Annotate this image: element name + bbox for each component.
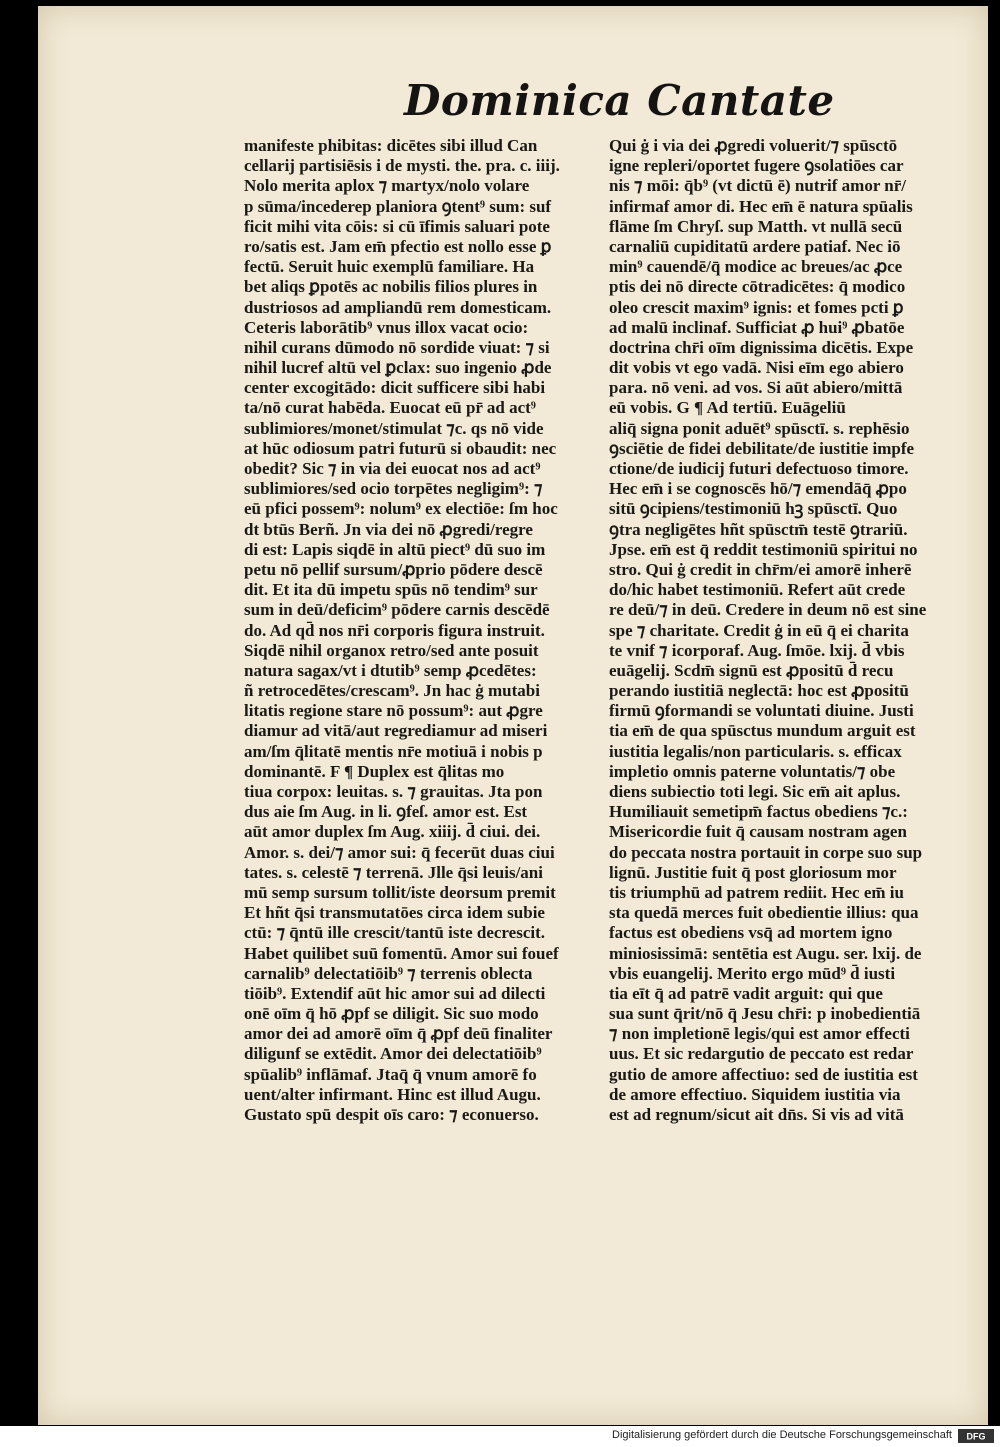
- text-line: Ceteris laborātib⁹ vnus illox vacat ocio:: [244, 317, 529, 337]
- text-line: impletio omnis paterne voluntatis/⁊ obe: [609, 761, 896, 781]
- text-line: dus aie ſm Aug. in li. ꝯfeſ. amor est. Est: [244, 802, 528, 822]
- text-line: miniosissimā: sentētia est Augu. ser. lxij. de: [609, 943, 922, 963]
- text-line: firmū ꝯformandi se voluntati diuine. Justi: [609, 701, 914, 721]
- text-line: lignū. Justitie fuit q̄ post gloriosum mor: [609, 862, 897, 882]
- text-line: est ad regnum/sicut ait dn̄s. Si vis ad vitā: [609, 1105, 904, 1124]
- text-line: oleo crescit maxim⁹ ignis: et fomes pcti ꝑ: [609, 297, 904, 317]
- text-line: nihil lucref altū vel ꝑclax: suo ingenio ꝓde: [244, 358, 552, 378]
- text-line: perando iustitiā neglectā: hoc est ꝓpositū: [609, 681, 909, 701]
- scanned-page: [38, 6, 988, 1425]
- text-line: at hūc odiosum patri futurū si obaudit: nec: [244, 438, 557, 458]
- text-line: ctū: ⁊ q̄ntū ille crescit/tantū iste decrescit.: [244, 923, 546, 943]
- text-line: para. nō veni. ad vos. Si aūt abiero/mittā: [609, 378, 903, 398]
- text-line: do peccata nostra portauit in corpe suo sup: [609, 842, 923, 862]
- text-line: obedit? Sic ⁊ in via dei euocat nos ad act⁹: [244, 459, 541, 478]
- text-line: dominantē. F ¶ Duplex est q̄litas mo: [244, 761, 505, 781]
- text-line: dustriosos ad ampliandū rem domesticam.: [244, 297, 552, 317]
- text-line: tia eīt q̄ ad patrē vadit arguit: qui que: [609, 983, 883, 1003]
- text-line: gutio de amore affectiuo: sed de iustitia est: [609, 1064, 918, 1084]
- text-line: natura sagax/vt i dtutib⁹ semp ꝓcedētes:: [244, 660, 537, 680]
- text-line: aūt amor duplex ſm Aug. xiiij. d̄ ciui. dei.: [244, 822, 541, 842]
- text-line: di est: Lapis siqdē in altū piect⁹ dū suo im: [244, 539, 546, 559]
- text-line: sublimiores/monet/stimulat ⁊c. qs nō vide: [244, 418, 544, 438]
- text-line: ta/nō curat habēda. Euocat eū pr̄ ad act⁹: [244, 398, 536, 418]
- text-line: ñ retrocedētes/crescam⁹. Jn hac ġ mutabi: [244, 681, 540, 701]
- text-line: cellarij partisiēsis i de mysti. the. pra. c. iiij.: [244, 156, 560, 176]
- text-line: te vnif ⁊ icorporaf. Aug. ſmōe. lxij. d̄ vbis: [609, 640, 905, 660]
- text-line: Habet quilibet suū fomentū. Amor sui fouef: [244, 943, 559, 963]
- text-line: ctione/de iudicij futuri defectuoso timore.: [609, 459, 909, 478]
- text-line: p sūma/incederep planiora ꝯtent⁹ sum: suf: [244, 196, 552, 216]
- text-line: sum in deū/deficim⁹ pōdere carnis descēdē: [244, 600, 550, 620]
- digitization-footer: [0, 1426, 1000, 1447]
- text-line: ⁊ non impletionē legis/qui est amor effecti: [609, 1024, 910, 1044]
- text-line: Humiliauit semetipm̄ factus obediens ⁊c.:: [609, 802, 908, 822]
- text-line: iustitia legalis/non particularis. s. efficax: [609, 741, 902, 761]
- text-line: tis triumphū ad patrem rediit. Hec em̄ iu: [609, 882, 904, 902]
- text-line: nis ⁊ mōi: q̄b⁹ (vt dictū ē) nutrif amor nr̄/: [609, 176, 907, 196]
- text-line: dit vobis vt ego vadā. Nisi eīm ego abiero: [609, 358, 904, 378]
- text-line: uent/alter infirmant. Hinc est illud Augu.: [244, 1084, 541, 1104]
- svg-text:DFG: DFG: [966, 1431, 986, 1441]
- text-line: sta quedā merces fuit obedientie illius: qua: [609, 903, 919, 923]
- funding-credit: Digitalisierung gefördert durch die Deutsche Forschungsgemeinschaft: [612, 1429, 952, 1441]
- text-line: tiōib⁹. Extendif aūt hic amor sui ad dilecti: [244, 983, 546, 1003]
- text-line: spe ⁊ charitate. Credit ġ in eū q̄ ei charita: [609, 620, 909, 640]
- text-column-left: [244, 136, 600, 1125]
- text-line: Amor. s. dei/⁊ amor sui: q̄ fecerūt duas ciui: [244, 842, 555, 862]
- text-line: doctrina chr̄i oīm dignissima dicētis. Expe: [609, 337, 914, 357]
- text-line: ptis dei nō directe cōtradicētes: q̄ modico: [609, 277, 906, 297]
- text-line: center excogitādo: dicit sufficere sibi habi: [244, 378, 546, 398]
- text-line: tiua corpox: leuitas. s. ⁊ grauitas. Jta pon: [244, 782, 543, 801]
- running-head: Dominica Cantate: [404, 76, 835, 125]
- text-line: manifeste phibitas: dicētes sibi illud Can: [244, 136, 538, 155]
- text-line: ꝯtra negligētes hñt spūsctm̄ testē ꝯtrariū.: [609, 519, 908, 539]
- text-line: diligunf se extēdit. Amor dei delectatiōib⁹: [244, 1044, 542, 1064]
- text-line: min⁹ cauendē/q̄ modice ac breues/ac ꝓce: [609, 257, 903, 277]
- text-line: Jpse. em̄ est q̄ reddit testimoniū spiritui no: [609, 539, 918, 559]
- text-line: igne repleri/oportet fugere ꝯsolatiōes car: [609, 156, 904, 176]
- text-line: eū pfici possem⁹: nolum⁹ ex electiōe: ſm hoc: [244, 499, 558, 519]
- text-line: ficit mihi vita cōis: si cū īfimis saluari pote: [244, 216, 550, 236]
- text-line: diens subiectio toti legi. Sic em̄ ait aplus.: [609, 782, 901, 801]
- text-line: amor dei ad amorē oīm q̄ ꝓpf deū finaliter: [244, 1024, 553, 1044]
- text-line: ad malū inclinaf. Sufficiat ꝓ hui⁹ ꝓbatōe: [609, 317, 905, 337]
- text-line: stro. Qui ġ credit in chr̄m/ei amorē inherē: [609, 559, 912, 579]
- text-line: sitū ꝯcipiens/testimoniū hꝫ spūsctī. Quo: [609, 499, 898, 519]
- text-line: am/ſm q̄litatē mentis nr̄e motiuā i nobis p: [244, 741, 543, 761]
- text-line: nihil curans dūmodo nō sordide viuat: ⁊ si: [244, 337, 550, 357]
- text-line: dit. Et ita dū impetu spūs nō tendim⁹ sur: [244, 580, 538, 600]
- text-line: dt btūs Berñ. Jn via dei nō ꝓgredi/regre: [244, 519, 533, 539]
- text-line: bet aliqs ꝑpotēs ac nobilis filios plures in: [244, 277, 538, 297]
- text-line: Qui ġ i via dei ꝓgredi voluerit/⁊ spūsctō: [609, 136, 898, 155]
- text-line: uus. Et sic redargutio de peccato est redar: [609, 1044, 914, 1064]
- text-line: factus est obediens vsq̄ ad mortem igno: [609, 923, 893, 943]
- text-line: mū semp sursum tollit/iste deorsum premit: [244, 882, 556, 902]
- text-line: flāme ſm Chryſ. sup Matth. vt nullā secū: [609, 216, 903, 236]
- text-line: carnaliū cupiditatū ardere patiaf. Nec iō: [609, 236, 901, 256]
- text-line: Gustato spū despit oīs caro: ⁊ econuerso.: [244, 1105, 539, 1124]
- text-line: euāgelij. Scdm̄ signū est ꝓpositū d̄ recu: [609, 660, 894, 680]
- text-column-right: [609, 136, 971, 1125]
- text-line: Et hñt q̄si transmutatōes circa idem subie: [244, 903, 545, 923]
- text-line: sublimiores/sed ocio torpētes negligim⁹: ⁊: [244, 479, 543, 499]
- text-line: do. Ad qd̄ nos nr̄i corporis figura instruit.: [244, 620, 545, 640]
- text-line: sua sunt q̄rit/nō q̄ Jesu chr̄i: p inobedientiā: [609, 1004, 921, 1024]
- text-line: aliq̄ signa ponit aduēt⁹ spūsctī. s. rephēsio: [609, 418, 910, 438]
- text-line: Hec em̄ i se cognoscēs hō/⁊ emendāq̄ ꝓpo: [609, 479, 907, 499]
- text-line: onē oīm q̄ hō ꝓpf se diligit. Sic suo modo: [244, 1004, 539, 1024]
- text-line: Nolo merita aplox ⁊ martyx/nolo volare: [244, 176, 530, 196]
- text-line: tates. s. celestē ⁊ terrenā. Jlle q̄si leuis/ani: [244, 862, 543, 882]
- text-line: diamur ad vitā/aut regrediamur ad miseri: [244, 721, 548, 741]
- text-line: Siqdē nihil organox retro/sed ante posuit: [244, 640, 539, 660]
- text-line: carnalib⁹ delectatiōib⁹ ⁊ terrenis oblecta: [244, 963, 533, 983]
- text-line: Misericordie fuit q̄ causam nostram agen: [609, 822, 907, 842]
- dfg-logo-icon: [958, 1429, 994, 1443]
- text-line: fectū. Seruit huic exemplū familiare. Ha: [244, 257, 535, 277]
- text-line: litatis regione stare nō possum⁹: aut ꝓgre: [244, 701, 543, 721]
- text-line: vbis euangelij. Merito ergo mūd⁹ d̄ iusti: [609, 963, 896, 983]
- text-line: petu nō pellif sursum/ꝓprio pōdere descē: [244, 559, 543, 579]
- text-line: re deū/⁊ in deū. Credere in deum nō est sine: [609, 600, 927, 620]
- text-line: do/hic habet testimoniū. Refert aūt crede: [609, 580, 906, 600]
- text-line: ꝯsciētie de fidei debilitate/de iustitie impfe: [609, 438, 915, 458]
- text-line: spūalib⁹ inflāmaf. Jtaq̄ q̄ vnum amorē fo: [244, 1064, 537, 1084]
- text-line: eū vobis. G ¶ Ad tertiū. Euāgeliū: [609, 398, 846, 418]
- text-line: ro/satis est. Jam em̄ pfectio est nollo esse ꝑ: [244, 236, 552, 256]
- text-line: de amore effectiuo. Siquidem iustitia via: [609, 1084, 901, 1104]
- text-line: infirmaf amor di. Hec em̄ ē natura spūalis: [609, 196, 913, 216]
- text-line: tia em̄ de qua spūsctus mundum arguit est: [609, 721, 916, 741]
